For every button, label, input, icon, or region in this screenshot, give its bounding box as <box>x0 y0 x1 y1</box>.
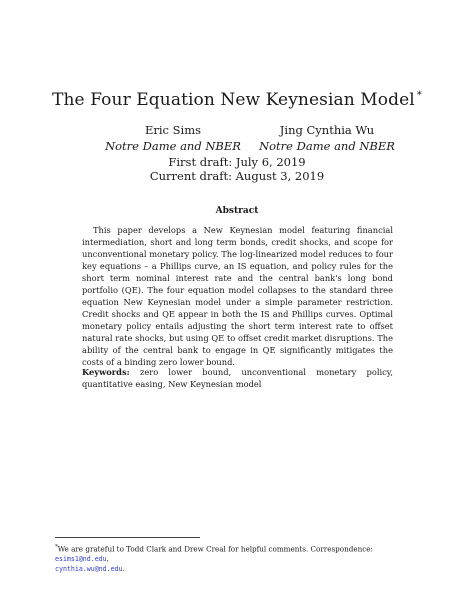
author-block-1 <box>98 122 248 154</box>
keywords-label: Keywords: <box>82 367 130 377</box>
email-link-sims[interactable]: esims1@nd.edu <box>55 555 107 564</box>
author-name: Eric Sims <box>144 123 202 137</box>
abstract-heading: Abstract <box>215 206 259 216</box>
footnote-separator: , <box>106 554 109 564</box>
author-block-2 <box>247 122 407 154</box>
footnote-text: We are grateful to Todd Clark and Drew Creal for helpful comments. Correspondence: <box>57 544 373 554</box>
paper-title <box>0 90 474 110</box>
keywords-text: zero lower bound, unconventional monetary policy, quantitative easing, New Keynesian model <box>82 367 393 389</box>
abstract-body: This paper develops a New Keynesian model featuring financial intermediation, short and long term bonds, credit shocks, and scope for unconventional monetary policy. The log-linearized model reduces to four key equations – a Phillips curve, an IS equation, and policy rules for the short term nominal interest rate and the central bank's long bond portfolio (QE). The four equation model collapses to the standard three equation New Keynesian model under a simple parameter restriction. Credit shocks and QE appear in both the IS and Phillips curves. Optimal monetary policy entails adjusting the short term interest rate to offset natural rate shocks, but using QE to offset credit market disruptions. The ability of the central bank to engage in QE significantly mitigates the costs of a binding zero lower bound. <box>82 225 393 367</box>
footnote-mark: * <box>55 544 58 550</box>
author-affiliation: Notre Dame and NBER <box>259 139 395 153</box>
paper-title-text: The Four Equation New Keynesian Model <box>52 90 415 110</box>
keywords <box>82 366 393 390</box>
footnote <box>55 542 425 574</box>
current-draft-date: Current draft: August 3, 2019 <box>149 169 325 183</box>
title-footnote-mark: * <box>416 90 422 102</box>
draft-dates <box>0 155 474 183</box>
author-affiliation: Notre Dame and NBER <box>105 139 241 153</box>
footnote-end: . <box>122 564 125 574</box>
first-draft-date: First draft: July 6, 2019 <box>168 155 306 169</box>
footnote-rule <box>55 537 200 538</box>
email-link-wu[interactable]: cynthia.wu@nd.edu <box>55 565 123 574</box>
author-name: Jing Cynthia Wu <box>279 123 375 137</box>
